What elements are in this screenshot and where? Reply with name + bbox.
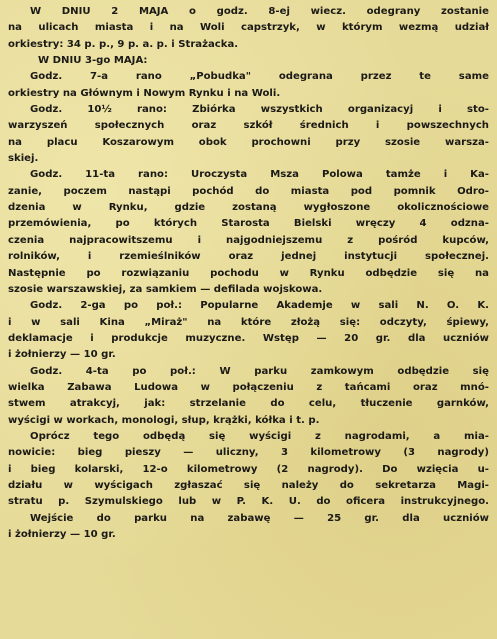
- text-line: Godz. 10½ rano: Zbiórka wszystkich organizacyj i sto-: [30, 104, 489, 116]
- text-line: zanie, poczem nastąpi pochód do miasta pod pomnik Odro-: [8, 185, 489, 197]
- text-line: Oprócz tego odbędą się wyścigi z nagrodami, a mia-: [30, 430, 489, 442]
- text-line: Następnie po rozwiązaniu pochodu w Rynku odbędzie się na: [8, 267, 489, 279]
- text-line: na placu Koszarowym obok prochowni przy szosie warsza-: [8, 136, 489, 148]
- text-line: szosie warszawskiej, za samkiem — defilada wojskowa.: [8, 283, 323, 295]
- paragraph-msza: [8, 167, 489, 298]
- text-line: skiej.: [8, 153, 39, 165]
- text-line: nowicie: bieg pieszy — uliczny, 3 kilometrowy (3 nagrody): [8, 447, 489, 459]
- text-line: i bieg kolarski, 12-o kilometrowy (2 nagrody). Do wzięcia u-: [8, 463, 489, 475]
- text-line: stwem atrakcyj, jak: strzelanie do celu, tłuczenie garnków,: [8, 398, 489, 410]
- text-line: deklamacje i produkcje muzyczne. Wstęp — 20 gr. dla uczniów: [8, 332, 489, 344]
- text-line: i żołnierzy — 10 gr.: [8, 529, 116, 540]
- text-line: czenia najpracowitszemu i najgodniejszemu z pośród kupców,: [8, 234, 489, 246]
- section-heading: W DNIU 3-go MAJA:: [38, 55, 148, 67]
- text-line: i żołnierzy — 10 gr.: [8, 349, 116, 361]
- text-line: Wejście do parku na zabawę — 25 gr. dla uczniów: [30, 512, 489, 524]
- text-line: stratu p. Szymulskiego lub w P. K. U. do oficera instrukcyjnego.: [8, 496, 489, 508]
- text-line: wyścigi w workach, monologi, słup, krążki, kółka i t. p.: [8, 414, 320, 426]
- text-line: Godz. 11-ta rano: Uroczysta Msza Polowa tamże i Ka-: [30, 169, 489, 181]
- text-line: na ulicach miasta i na Woli capstrzyk, w którym wezmą udział: [8, 22, 489, 34]
- paragraph-zabawa: [8, 364, 489, 429]
- text-line: dzenia w Rynku, gdzie zostaną wygłoszone okolicznościowe: [8, 202, 489, 214]
- text-line: orkiestry na Głównym i Nowym Rynku i na Woli.: [8, 87, 281, 99]
- text-line: wielka Zabawa Ludowa w połączeniu z tańcami oraz mnó-: [8, 381, 489, 393]
- paragraph-zbiorka: [8, 102, 489, 167]
- text-line: Godz. 4-ta po poł.: W parku zamkowym odbędzie się: [30, 365, 489, 377]
- text-line: warzyszeń społecznych oraz szkół średnich i powszechnych: [8, 120, 489, 132]
- paragraph-pobudka: [8, 69, 489, 102]
- paragraph-akademje: [8, 298, 489, 363]
- text-line: rolników, i rzemieślników oraz jednej instytucji społecznej.: [8, 251, 489, 263]
- text-line: W DNIU 2 MAJA o godz. 8-ej wiecz. odegrany zostanie: [30, 6, 489, 17]
- text-line: przemówienia, po których Starosta Bielski wręczy 4 odzna-: [8, 218, 489, 230]
- paragraph-may-2: [8, 4, 489, 53]
- text-line: działu w wyścigach zgłaszać się należy do sekretarza Magi-: [8, 479, 489, 491]
- text-line: orkiestry: 34 p. p., 9 p. a. p. i Strażacka.: [8, 38, 239, 50]
- text-line: Godz. 7-a rano „Pobudka" odegrana przez te same: [30, 71, 489, 83]
- text-line: i w sali Kina „Miraż" na które złożą się: odczyty, śpiewy,: [8, 316, 489, 328]
- heading-may-3: [8, 53, 489, 69]
- text-line: Godz. 2-ga po poł.: Popularne Akademje w sali N. O. K.: [30, 300, 489, 312]
- paragraph-wyscigi: [8, 429, 489, 543]
